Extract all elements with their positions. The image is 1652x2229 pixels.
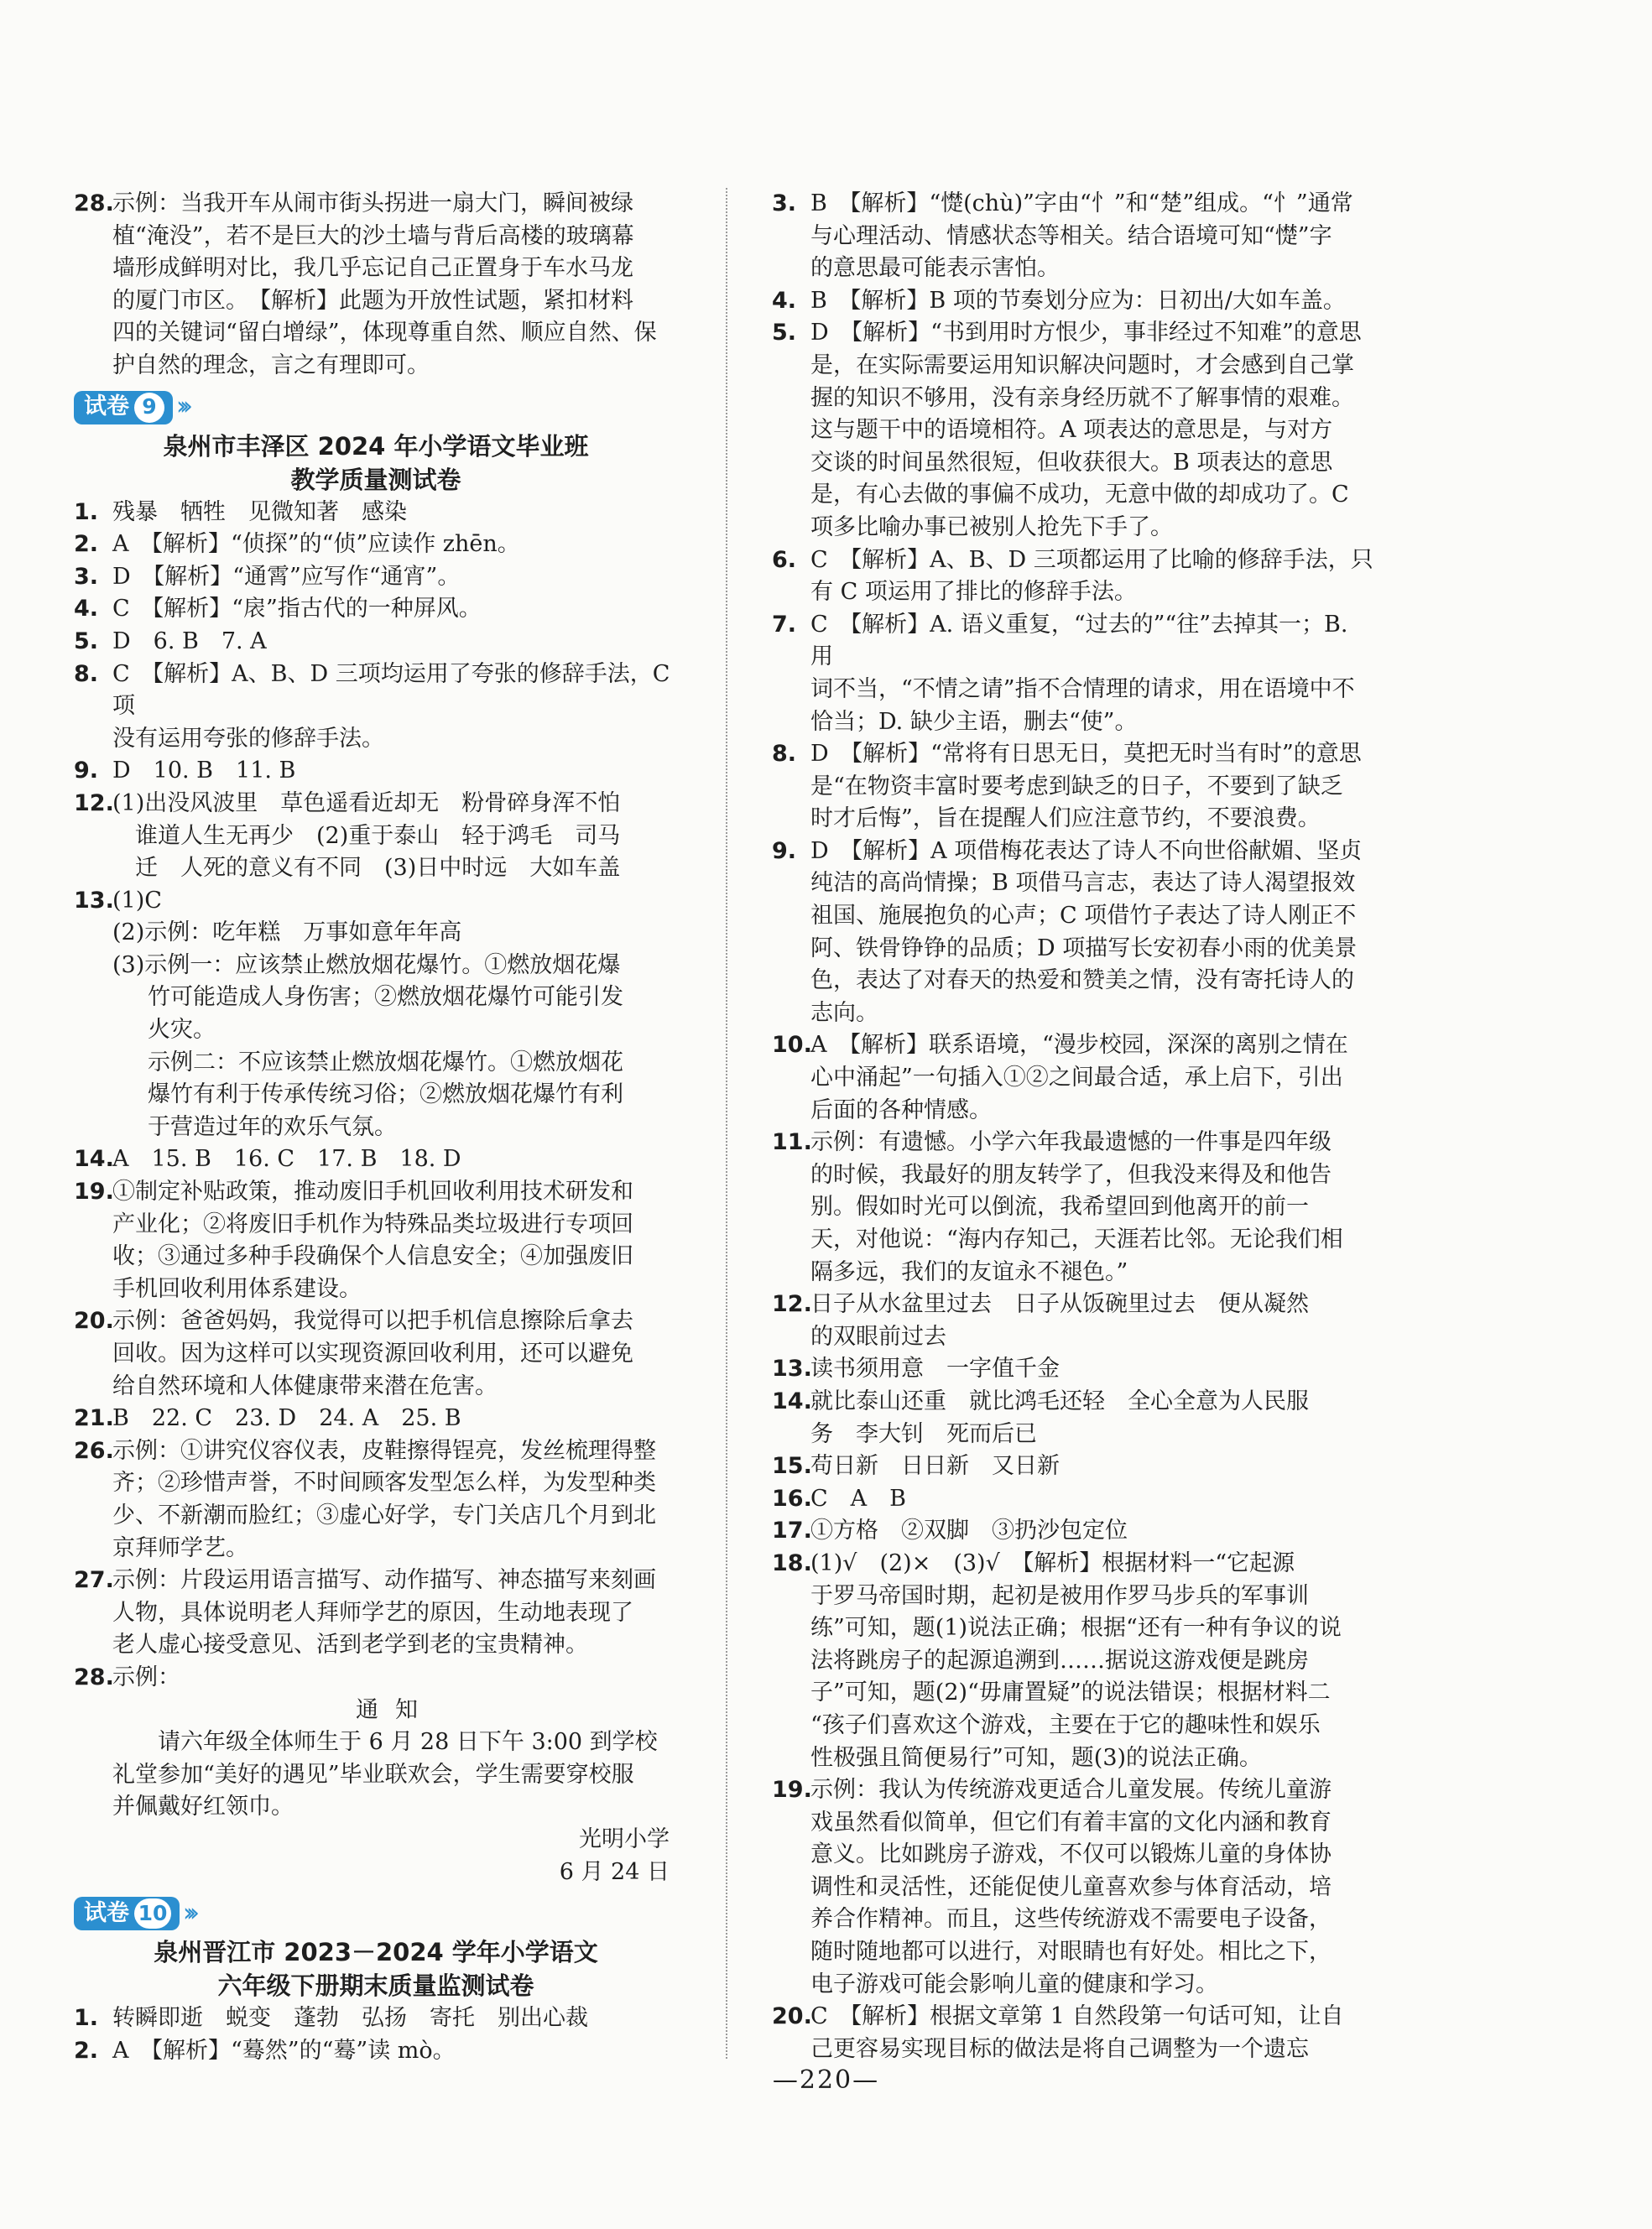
paper-10-answers-continued bbox=[772, 188, 1376, 2065]
item-number: 18. bbox=[772, 1549, 812, 1576]
answer-line: 老人虚心接受意见、活到老学到老的宝贵精神。 bbox=[112, 1632, 588, 1659]
answer-item-28-prev bbox=[74, 188, 678, 383]
paper-tag-label: 试卷 bbox=[84, 1899, 129, 1926]
item-number: 10. bbox=[772, 1032, 812, 1059]
answer-line: C A B bbox=[810, 1485, 906, 1512]
answer-line: A 【解析】“侦探”的“侦”应读作 zhēn。 bbox=[112, 531, 520, 558]
answer-line: B 【解析】B 项的节奏划分应为：日初出/大如车盖。 bbox=[810, 287, 1346, 314]
answer-item bbox=[772, 2001, 1376, 2065]
item-number: 11. bbox=[772, 1129, 812, 1156]
item-number: 1. bbox=[74, 498, 99, 525]
answer-item bbox=[74, 2035, 678, 2068]
notice-body-line: 请六年级全体师生于 6 月 28 日下午 3:00 到学校 bbox=[158, 1729, 658, 1756]
answer-line: 于罗马帝国时期，起初是被用作罗马步兵的军事训 bbox=[810, 1582, 1309, 1609]
answer-line: 示例： bbox=[112, 1664, 180, 1690]
answer-item bbox=[74, 497, 678, 529]
answer-line: 产业化；②将废旧手机作为特殊品类垃圾进行专项回 bbox=[112, 1211, 633, 1237]
item-number: 7. bbox=[772, 611, 797, 638]
answer-item-13 bbox=[74, 885, 678, 1144]
answer-item bbox=[74, 1403, 678, 1435]
answer-line: C 【解析】根据文章第 1 自然段第一句话可知，让自 bbox=[810, 2003, 1344, 2030]
item-number: 4. bbox=[772, 287, 797, 314]
answer-line: 祖国、施展抱负的心声；C 项借竹子表达了诗人刚正不 bbox=[810, 903, 1357, 930]
answer-line: 心中涌起”一句插入①②之间最合适，承上启下，引出 bbox=[810, 1065, 1343, 1091]
answer-line: 练”可知，题(1)说法正确；根据“还有一种有争议的说 bbox=[810, 1615, 1342, 1642]
answer-line: 竹可能造成人身伤害；②燃放烟花爆竹可能引发 bbox=[148, 984, 623, 1011]
answer-item bbox=[74, 1305, 678, 1403]
answer-line: 调性和灵活性，还能促使儿童喜欢参与体育活动，培 bbox=[810, 1873, 1332, 1900]
answer-line: 的时候，我最好的朋友转学了，但我没来得及和他告 bbox=[810, 1161, 1332, 1188]
item-number: 8. bbox=[74, 660, 99, 687]
item-number: 20. bbox=[772, 2003, 812, 2030]
answer-line: 护自然的理念，言之有理即可。 bbox=[112, 352, 430, 378]
answer-item bbox=[772, 1483, 1376, 1516]
answer-line: 残暴 牺牲 见微知著 感染 bbox=[112, 498, 407, 525]
chevron-right-icon: ››› bbox=[183, 1898, 193, 1928]
answer-line: (1)C bbox=[112, 887, 162, 914]
notice-body-line: 礼堂参加“美好的遇见”毕业联欢会，学生需要穿校服 bbox=[112, 1761, 634, 1788]
answer-line: 务 李大钊 死而后已 bbox=[810, 1420, 1037, 1447]
answer-item bbox=[772, 1353, 1376, 1386]
answer-line: B 22. C 23. D 24. A 25. B bbox=[112, 1405, 461, 1432]
paper-9-tag bbox=[74, 388, 678, 428]
answer-item bbox=[74, 659, 678, 756]
answer-line: 是，在实际需要运用知识解决问题时，才会感到自己掌 bbox=[810, 352, 1354, 378]
item-number: 16. bbox=[772, 1485, 812, 1512]
answer-line: 戏虽然看似简单，但它们有着丰富的文化内涵和教育 bbox=[810, 1809, 1332, 1836]
answer-line: 回收。因为这样可以实现资源回收利用，还可以避免 bbox=[112, 1341, 633, 1367]
answer-item bbox=[74, 1662, 678, 1695]
answer-line: (2)示例：吃年糕 万事如意年年高 bbox=[112, 919, 462, 946]
item-number: 1. bbox=[74, 2005, 99, 2032]
answer-line: 日子从水盆里过去 日子从饭碗里过去 便从凝然 bbox=[810, 1291, 1309, 1318]
item-number: 3. bbox=[74, 563, 99, 590]
answer-line: 是，有心去做的事偏不成功，无意中做的却成功了。C bbox=[810, 482, 1349, 508]
left-column bbox=[74, 188, 678, 2067]
answer-item bbox=[772, 1515, 1376, 1548]
item-number: 12. bbox=[74, 789, 114, 816]
answer-line: 墙形成鲜明对比，我几乎忘记自己正置身于车水马龙 bbox=[112, 255, 633, 282]
item-number: 13. bbox=[772, 1356, 812, 1383]
answer-line: 收；③通过多种手段确保个人信息安全；④加强废旧 bbox=[112, 1243, 633, 1270]
answer-line: A 15. B 16. C 17. B 18. D bbox=[112, 1146, 461, 1173]
item-number: 6. bbox=[772, 546, 797, 573]
answer-line: C 【解析】A. 语义重复，“过去的”“往”去掉其一；B. 用 bbox=[810, 611, 1348, 670]
answer-line: 示例：当我开车从闹市街头拐进一扇大门，瞬间被绿 bbox=[112, 190, 633, 216]
answer-item bbox=[772, 1029, 1376, 1127]
answer-item bbox=[74, 1435, 678, 1565]
answer-line: 性极强且简便易行”可知，题(3)的说法正确。 bbox=[810, 1744, 1263, 1771]
paper-10-title-line2: 六年级下册期末质量监测试卷 bbox=[217, 1971, 534, 2001]
answer-line: 有 C 项运用了排比的修辞手法。 bbox=[810, 579, 1137, 606]
paper-tag-number: 9 bbox=[134, 393, 164, 423]
item-number: 28. bbox=[74, 190, 114, 216]
answer-line: 隔多远，我们的友谊永不褪色。” bbox=[810, 1258, 1128, 1285]
item-number: 17. bbox=[772, 1518, 812, 1544]
answer-line: 色，表达了对春天的热爱和赞美之情，没有寄托诗人的 bbox=[810, 967, 1354, 994]
answer-line: 给自然环境和人体健康带来潜在危害。 bbox=[112, 1372, 498, 1399]
item-number: 12. bbox=[772, 1291, 812, 1318]
answer-item bbox=[772, 609, 1376, 738]
answer-line: 转瞬即逝 蜕变 蓬勃 弘扬 寄托 别出心裁 bbox=[112, 2005, 588, 2032]
answer-line: 阿、铁骨铮铮的品质；D 项描写长安初春小雨的优美景 bbox=[810, 935, 1358, 961]
column-divider bbox=[726, 188, 727, 2059]
answer-line: 子”可知，题(2)“毋庸置疑”的说法错误；根据材料二 bbox=[810, 1680, 1331, 1706]
item-number: 28. bbox=[74, 1664, 114, 1690]
answer-line: 时才后悔”，旨在提醒人们应注意节约，不要浪费。 bbox=[810, 805, 1321, 832]
answer-line: 迁 人死的意义有不同 (3)日中时远 大如车盖 bbox=[112, 855, 621, 882]
item-number: 3. bbox=[772, 190, 797, 216]
item-number: 19. bbox=[74, 1179, 114, 1206]
item-number: 14. bbox=[74, 1146, 114, 1173]
item-number: 21. bbox=[74, 1405, 114, 1432]
answer-line: 纯洁的高尚情操；B 项借马言志，表达了诗人渴望报效 bbox=[810, 870, 1356, 897]
paper-9-title-line1: 泉州市丰泽区 2024 年小学语文毕业班 bbox=[163, 431, 589, 461]
answer-line: 示例：有遗憾。小学六年我最遗憾的一件事是四年级 bbox=[810, 1129, 1332, 1156]
answer-line: 恰当；D. 缺少主语，删去“使”。 bbox=[810, 708, 1138, 735]
item-number: 2. bbox=[74, 531, 99, 558]
answer-item bbox=[74, 626, 678, 659]
answer-line: 人物，具体说明老人拜师学艺的原因，生动地表现了 bbox=[112, 1599, 633, 1626]
answer-line: (1)√ (2)× (3)√ 【解析】根据材料一“它起源 bbox=[810, 1549, 1295, 1576]
paper-tag-number: 10 bbox=[134, 1898, 171, 1929]
item-number: 20. bbox=[74, 1308, 114, 1335]
notice-body-line: 并佩戴好红领巾。 bbox=[112, 1794, 294, 1820]
answer-line: 齐；②珍惜声誉，不时间顾客发型怎么样，为发型种类 bbox=[112, 1470, 656, 1497]
item-number: 8. bbox=[772, 741, 797, 768]
answer-item bbox=[74, 788, 678, 885]
paper-9-answers bbox=[74, 497, 678, 885]
answer-line: 与心理活动、情感状态等相关。结合语境可知“憷”字 bbox=[810, 222, 1332, 249]
answer-line: 别。假如时光可以倒流，我希望回到他离开的前一 bbox=[810, 1194, 1309, 1221]
answer-line: 就比泰山还重 就比鸿毛还轻 全心全意为人民服 bbox=[810, 1388, 1309, 1414]
answer-line: 示例：我认为传统游戏更适合儿童发展。传统儿童游 bbox=[810, 1777, 1332, 1804]
answer-line: 没有运用夸张的修辞手法。 bbox=[112, 725, 384, 752]
answer-line: 法将跳房子的起源追溯到……据说这游戏便是跳房 bbox=[810, 1647, 1309, 1674]
answer-line: D 【解析】“常将有日思无日，莫把无时当有时”的意思 bbox=[810, 741, 1362, 768]
answer-line: 苟日新 日日新 又日新 bbox=[810, 1453, 1060, 1480]
paper-9-title-line2: 教学质量测试卷 bbox=[290, 465, 461, 494]
answer-line: C 【解析】A、B、D 三项均运用了夸张的修辞手法，C 项 bbox=[112, 660, 670, 720]
answer-line: ①制定补贴政策，推动废旧手机回收利用技术研发和 bbox=[112, 1179, 633, 1206]
answer-line: 是“在物资丰富时要考虑到缺乏的日子，不要到了缺乏 bbox=[810, 773, 1343, 799]
item-number: 19. bbox=[772, 1777, 812, 1804]
answer-line: 示例二：不应该禁止燃放烟花爆竹。①燃放烟花 bbox=[148, 1049, 623, 1075]
item-number: 15. bbox=[772, 1453, 812, 1480]
answer-line: 示例：①讲究仪容仪表，皮鞋擦得锃亮，发丝梳理得整 bbox=[112, 1437, 656, 1464]
answer-item bbox=[772, 188, 1376, 285]
answer-item bbox=[74, 561, 678, 594]
paper-tag-badge bbox=[74, 1897, 180, 1930]
answer-line: ①方格 ②双脚 ③扔沙包定位 bbox=[810, 1518, 1128, 1544]
answer-line: 火灾。 bbox=[148, 1017, 216, 1044]
answer-item bbox=[772, 1127, 1376, 1289]
answer-line: 的意思最可能表示害怕。 bbox=[810, 255, 1060, 282]
right-column bbox=[772, 188, 1376, 2065]
answer-item bbox=[772, 1548, 1376, 1774]
answer-item bbox=[74, 593, 678, 626]
item-number: 27. bbox=[74, 1567, 114, 1594]
answer-line: 读书须用意 一字值千金 bbox=[810, 1356, 1060, 1383]
answer-line: (1)出没风波里 草色遥看近却无 粉骨碎身浑不怕 bbox=[112, 789, 621, 816]
notice-signature: 光明小学 bbox=[579, 1825, 670, 1852]
answer-item bbox=[772, 285, 1376, 318]
item-number: 2. bbox=[74, 2037, 99, 2064]
answer-line: C 【解析】A、B、D 三项都运用了比喻的修辞手法，只 bbox=[810, 546, 1373, 573]
paper-10-title-line1: 泉州晋江市 2023－2024 学年小学语文 bbox=[154, 1938, 598, 1967]
answer-item bbox=[772, 317, 1376, 544]
answer-line: A 【解析】“蓦然”的“蓦”读 mò。 bbox=[112, 2037, 456, 2064]
answer-line: D 【解析】A 项借梅花表达了诗人不向世俗献媚、坚贞 bbox=[810, 837, 1363, 864]
answer-line: 后面的各种情感。 bbox=[810, 1096, 992, 1123]
answer-line: 电子游戏可能会影响儿童的健康和学习。 bbox=[810, 1971, 1218, 1997]
answer-line: 的双眼前过去 bbox=[810, 1323, 946, 1350]
item-number: 5. bbox=[772, 320, 797, 346]
answer-item bbox=[772, 1450, 1376, 1483]
answer-line: 的厦门市区。 【解析】此题为开放性试题，紧扣材料 bbox=[112, 287, 633, 314]
paper-10-answers bbox=[74, 2002, 678, 2067]
paper-10-tag bbox=[74, 1893, 678, 1934]
answer-line: 手机回收利用体系建设。 bbox=[112, 1275, 362, 1302]
answer-line: A 【解析】联系语境，“漫步校园，深深的离别之情在 bbox=[810, 1032, 1348, 1059]
answer-item bbox=[772, 836, 1376, 1030]
item-number: 9. bbox=[74, 758, 99, 784]
answer-item bbox=[772, 1386, 1376, 1450]
answer-item bbox=[772, 738, 1376, 836]
answer-line: B 【解析】“憷(chù)”字由“忄”和“楚”组成。“忄”通常 bbox=[810, 190, 1353, 216]
item-number: 14. bbox=[772, 1388, 812, 1414]
answer-line: 于营造过年的欢乐气氛。 bbox=[148, 1113, 397, 1140]
answer-line: 少、不新潮而脸红；③虚心好学，专门关店几个月到北 bbox=[112, 1502, 656, 1529]
answer-line: 意义。比如跳房子游戏，不仅可以锻炼儿童的身体协 bbox=[810, 1841, 1332, 1868]
chevron-right-icon: ››› bbox=[176, 392, 186, 422]
answer-line: 京拜师学艺。 bbox=[112, 1534, 248, 1561]
answer-line: 天，对他说：“海内存知己，天涯若比邻。无论我们相 bbox=[810, 1226, 1343, 1253]
paper-tag-badge bbox=[74, 391, 173, 424]
answer-line: 己更容易实现目标的做法是将自己调整为一个遗忘 bbox=[810, 2035, 1309, 2062]
answer-item bbox=[772, 1774, 1376, 2001]
answer-line: 爆竹有利于传承传统习俗；②燃放烟花爆竹有利 bbox=[148, 1081, 623, 1108]
answer-line: C 【解析】“扆”指古代的一种屏风。 bbox=[112, 596, 482, 622]
answer-line: 志向。 bbox=[810, 999, 878, 1026]
item-number: 13. bbox=[74, 887, 114, 914]
answer-item bbox=[74, 1143, 678, 1176]
answer-line: (3)示例一：应该禁止燃放烟花爆竹。①燃放烟花爆 bbox=[112, 951, 621, 978]
notice-title: 通知 bbox=[356, 1696, 435, 1723]
answer-line: 握的知识不够用，没有亲身经历就不了解事情的艰难。 bbox=[810, 384, 1354, 411]
answer-line: 交谈的时间虽然很短，但收获很大。B 项表达的意思 bbox=[810, 449, 1333, 476]
answer-line: D 10. B 11. B bbox=[112, 758, 296, 784]
answer-item bbox=[74, 1565, 678, 1662]
answer-line: 四的关键词“留白增绿”，体现尊重自然、顺应自然、保 bbox=[112, 320, 657, 346]
answer-line: 示例：片段运用语言描写、动作描写、神态描写来刻画 bbox=[112, 1567, 656, 1594]
answer-line: 项多比喻办事已被别人抢先下手了。 bbox=[810, 513, 1173, 540]
answer-line: D 【解析】“书到用时方恨少，事非经过不知难”的意思 bbox=[810, 320, 1362, 346]
notice-date: 6 月 24 日 bbox=[559, 1858, 670, 1885]
answer-line: 养合作精神。而且，这些传统游戏不需要电子设备， bbox=[810, 1906, 1332, 1933]
answer-item bbox=[74, 529, 678, 561]
paper-tag-label: 试卷 bbox=[84, 393, 129, 420]
answer-item bbox=[74, 755, 678, 788]
answer-line: 谁道人生无再少 (2)重于泰山 轻于鸿毛 司马 bbox=[112, 822, 621, 849]
item-number: 26. bbox=[74, 1437, 114, 1464]
answer-item bbox=[772, 544, 1376, 609]
item-number: 4. bbox=[74, 596, 99, 622]
answer-line: 植“淹没”，若不是巨大的沙土墙与背后高楼的玻璃幕 bbox=[112, 222, 634, 249]
paper-9-answers-continued bbox=[74, 1143, 678, 1694]
answer-line: “孩子们喜欢这个游戏，主要在于它的趣味性和娱乐 bbox=[810, 1711, 1321, 1738]
item-number: 9. bbox=[772, 837, 797, 864]
answer-item bbox=[772, 1289, 1376, 1353]
answer-item bbox=[74, 1176, 678, 1305]
answer-line: 词不当，“不情之请”指不合情理的请求，用在语境中不 bbox=[810, 675, 1355, 702]
answer-line: 这与题干中的语境相符。A 项表达的意思是，与对方 bbox=[810, 417, 1333, 444]
answer-line: D 6. B 7. A bbox=[112, 628, 267, 654]
answer-line: D 【解析】“通霄”应写作“通宵”。 bbox=[112, 563, 461, 590]
answer-line: 示例：爸爸妈妈，我觉得可以把手机信息擦除后拿去 bbox=[112, 1308, 633, 1335]
answer-item bbox=[74, 2002, 678, 2035]
answer-line: 随时随地都可以进行，对眼睛也有好处。相比之下， bbox=[810, 1939, 1332, 1966]
page-number: —220— bbox=[772, 2065, 880, 2095]
item-number: 5. bbox=[74, 628, 99, 654]
